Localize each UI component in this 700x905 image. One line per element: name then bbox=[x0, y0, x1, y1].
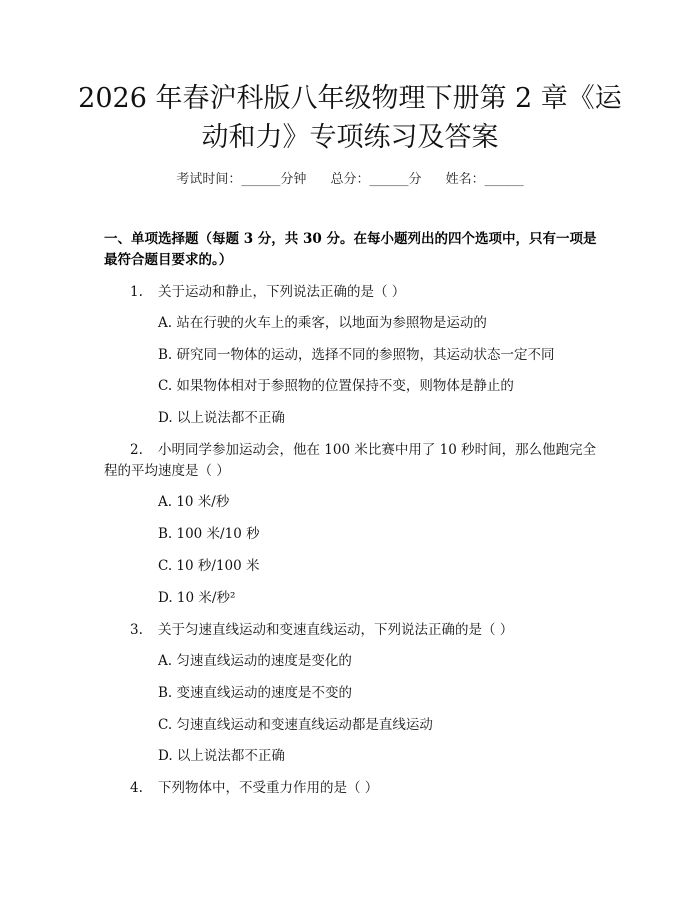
question-text-line-1: 小明同学参加运动会，他在 100 米比赛中用了 10 秒时间，那么他跑完全 bbox=[158, 442, 597, 458]
question-2-option-b: B. 100 米/10 秒 bbox=[158, 526, 260, 542]
question-2-option-c: C. 10 秒/100 米 bbox=[158, 558, 260, 574]
question-number: 1. bbox=[130, 284, 143, 300]
question-3 bbox=[104, 620, 604, 641]
question-text: 下列物体中，不受重力作用的是（ ） bbox=[158, 780, 379, 796]
student-name-field: 姓名：______ bbox=[445, 172, 524, 187]
question-1-option-d: D. 以上说法都不正确 bbox=[158, 410, 285, 426]
question-number: 4. bbox=[130, 780, 143, 796]
question-1 bbox=[104, 282, 604, 303]
document-title-line-1: 2026 年春沪科版八年级物理下册第 2 章《运 bbox=[78, 83, 622, 114]
question-number: 3. bbox=[130, 622, 143, 638]
exam-info-line bbox=[0, 168, 700, 187]
question-2-option-a: A. 10 米/秒 bbox=[158, 494, 230, 510]
question-2 bbox=[104, 440, 604, 461]
question-1-option-c: C. 如果物体相对于参照物的位置保持不变，则物体是静止的 bbox=[158, 378, 514, 394]
question-3-option-b: B. 变速直线运动的速度是不变的 bbox=[158, 685, 353, 701]
question-2-text-line-2: 程的平均速度是（ ） bbox=[104, 463, 230, 479]
question-1-option-b: B. 研究同一物体的运动，选择不同的参照物，其运动状态一定不同 bbox=[158, 347, 555, 363]
section-heading-line-2: 最符合题目要求的。） bbox=[104, 252, 233, 268]
question-text: 关于匀速直线运动和变速直线运动，下列说法正确的是（ ） bbox=[158, 622, 514, 638]
question-2-option-d: D. 10 米/秒² bbox=[158, 590, 236, 606]
question-4 bbox=[104, 778, 604, 799]
exam-time-field: 考试时间：______分钟 bbox=[176, 172, 307, 187]
question-number: 2. bbox=[130, 442, 143, 458]
question-3-option-d: D. 以上说法都不正确 bbox=[158, 748, 285, 764]
question-text: 关于运动和静止，下列说法正确的是（ ） bbox=[158, 284, 406, 300]
total-score-field: 总分：______分 bbox=[330, 172, 422, 187]
document-title-line-2: 动和力》专项练习及答案 bbox=[201, 122, 499, 153]
question-3-option-a: A. 匀速直线运动的速度是变化的 bbox=[158, 653, 352, 669]
question-3-option-c: C. 匀速直线运动和变速直线运动都是直线运动 bbox=[158, 717, 433, 733]
section-heading-line-1: 一、单项选择题（每题 3 分，共 30 分。在每小题列出的四个选项中，只有一项是 bbox=[104, 231, 597, 247]
question-1-option-a: A. 站在行驶的火车上的乘客，以地面为参照物是运动的 bbox=[158, 315, 487, 331]
